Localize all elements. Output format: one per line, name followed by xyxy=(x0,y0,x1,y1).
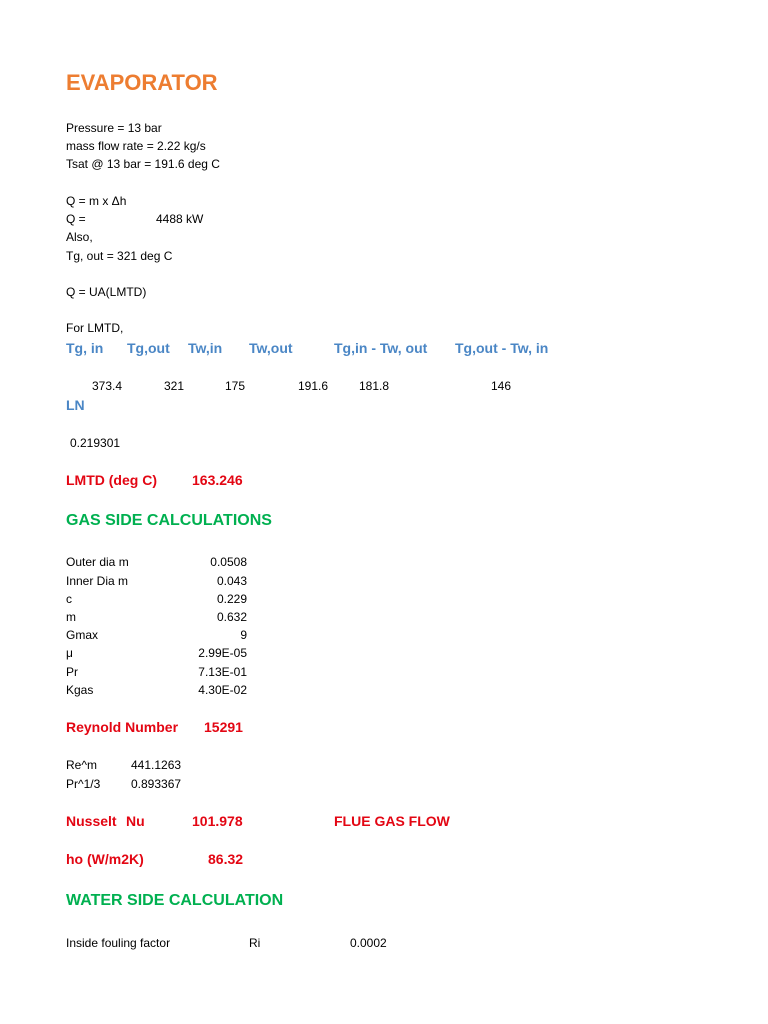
lmtd-result-label: LMTD (deg C) xyxy=(66,472,157,488)
tsat-line: Tsat @ 13 bar = 191.6 deg C xyxy=(66,157,220,171)
nusselt-value: 101.978 xyxy=(192,813,243,829)
lmtd-value-tg-out: 321 xyxy=(164,379,185,393)
lmtd-value-diff1: 181.8 xyxy=(359,379,390,393)
rem-label: Re^m xyxy=(66,758,97,772)
gas-row-label: Pr xyxy=(66,665,78,679)
lmtd-value-tw-in: 175 xyxy=(225,379,246,393)
tg-out-line: Tg, out = 321 deg C xyxy=(66,249,173,263)
lmtd-header-tw-out: Tw,out xyxy=(249,340,293,356)
lmtd-header-tg-in: Tg, in xyxy=(66,340,104,356)
gas-row-value: 0.043 xyxy=(216,574,247,588)
lmtd-intro: For LMTD, xyxy=(66,321,124,335)
lmtd-value-tg-in: 373.4 xyxy=(92,379,123,393)
lmtd-header-tg-out: Tg,out xyxy=(127,340,170,356)
pr13-label: Pr^1/3 xyxy=(66,777,101,791)
lmtd-header-tw-in: Tw,in xyxy=(188,340,223,356)
ho-label: ho (W/m2K) xyxy=(66,851,144,867)
gas-row-label: Inner Dia m xyxy=(66,574,129,588)
fouling-label: Inside fouling factor xyxy=(66,936,171,950)
lmtd-value-diff2: 146 xyxy=(491,379,512,393)
ua-equation: Q = UA(LMTD) xyxy=(66,285,147,299)
ln-value: 0.219301 xyxy=(70,436,121,450)
page-title: EVAPORATOR xyxy=(66,70,218,95)
also-text: Also, xyxy=(66,230,93,244)
gas-row-value: 0.229 xyxy=(216,592,247,606)
gas-row-label: c xyxy=(66,592,72,606)
lmtd-header-diff1: Tg,in - Tw, out xyxy=(334,340,428,356)
reynold-label: Reynold Number xyxy=(66,719,179,735)
lmtd-result-value: 163.246 xyxy=(192,472,243,488)
gas-row-value: 0.0508 xyxy=(210,555,247,569)
lmtd-value-tw-out: 191.6 xyxy=(298,379,329,393)
flue-gas-flow-label: FLUE GAS FLOW xyxy=(334,813,450,829)
reynold-value: 15291 xyxy=(204,719,243,735)
pr13-value: 0.893367 xyxy=(131,777,182,791)
gas-row-label: Kgas xyxy=(66,683,94,697)
gas-row-label: m xyxy=(66,610,76,624)
fouling-symbol: Ri xyxy=(249,936,261,950)
rem-value: 441.1263 xyxy=(131,758,182,772)
nusselt-symbol: Nu xyxy=(126,813,145,829)
heat-equation: Q = m x Δh xyxy=(66,194,127,208)
gas-row-value: 0.632 xyxy=(216,610,247,624)
q-value: 4488 kW xyxy=(156,212,204,226)
fouling-value: 0.0002 xyxy=(350,936,387,950)
q-label: Q = xyxy=(66,212,86,226)
gas-row-value: 9 xyxy=(240,628,247,642)
lmtd-header-diff2: Tg,out - Tw, in xyxy=(455,340,549,356)
ln-label: LN xyxy=(66,397,85,413)
gas-row-label: μ xyxy=(66,646,73,660)
ho-value: 86.32 xyxy=(208,851,244,867)
mass-flow-line: mass flow rate = 2.22 kg/s xyxy=(66,139,206,153)
gas-row-label: Gmax xyxy=(66,628,99,642)
gas-row-value: 4.30E-02 xyxy=(198,683,247,697)
pressure-line: Pressure = 13 bar xyxy=(66,121,162,135)
gas-row-value: 7.13E-01 xyxy=(198,665,247,679)
water-side-heading: WATER SIDE CALCULATION xyxy=(66,892,284,909)
nusselt-label: Nusselt xyxy=(66,813,117,829)
gas-side-heading: GAS SIDE CALCULATIONS xyxy=(66,512,272,529)
gas-row-value: 2.99E-05 xyxy=(198,646,247,660)
gas-row-label: Outer dia m xyxy=(66,555,129,569)
